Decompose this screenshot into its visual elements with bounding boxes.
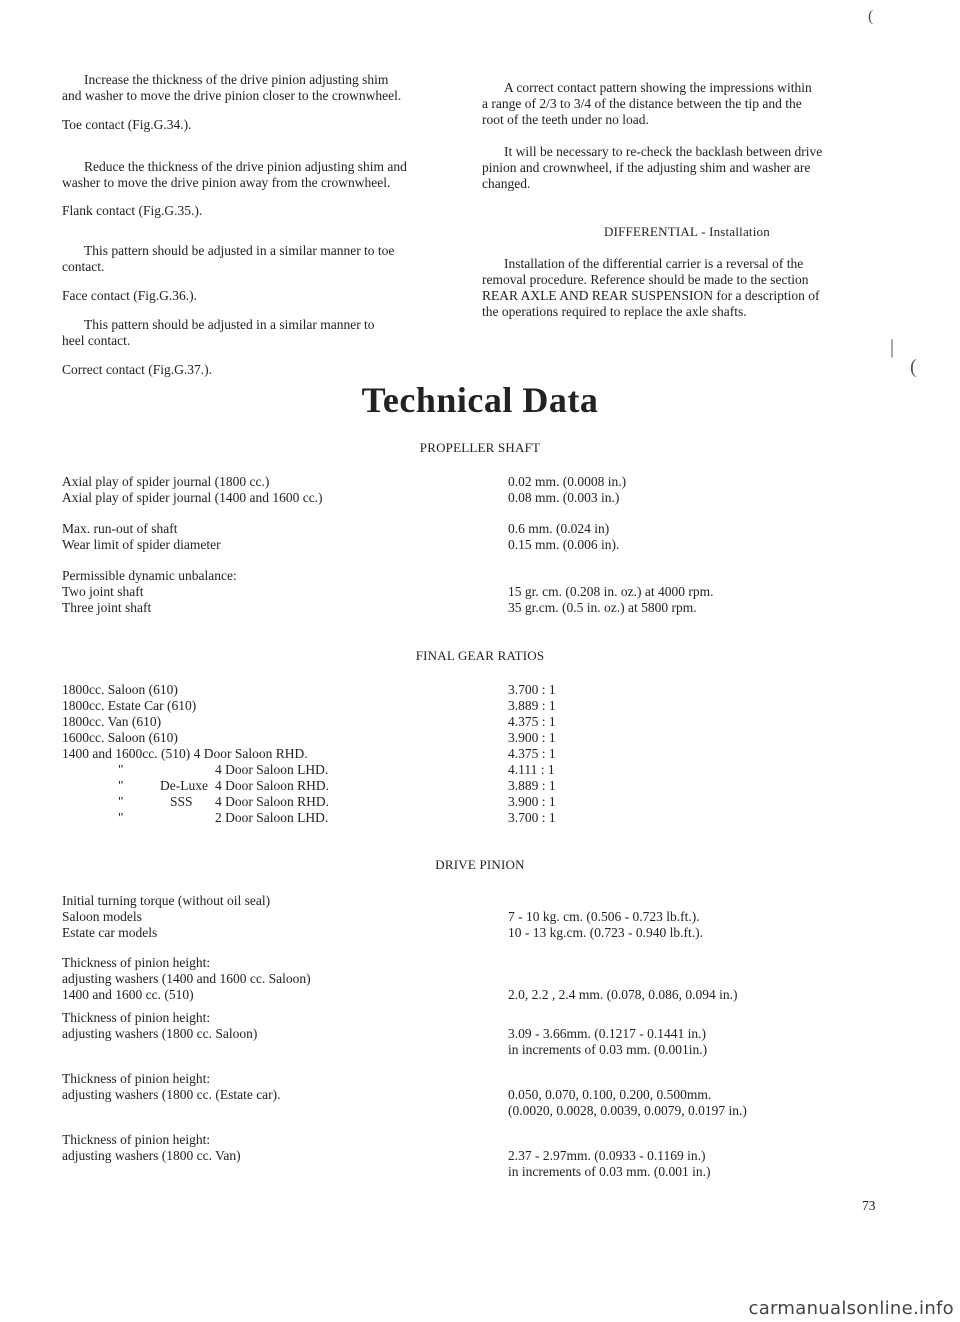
ditto-mark: ": [118, 762, 124, 777]
text-line: root of the teeth under no load.: [482, 112, 649, 127]
text-line: and washer to move the drive pinion closer to the crownwheel.: [62, 88, 402, 103]
scan-mark: (: [910, 356, 917, 378]
ratio-body: 4 Door Saloon RHD.: [215, 778, 329, 793]
section-heading-differential: DIFFERENTIAL - Installation: [604, 224, 770, 239]
text-line: washer to move the drive pinion away from the crownwheel.: [62, 175, 391, 190]
text-line: changed.: [482, 176, 531, 191]
spec-value: 10 - 13 kg.cm. (0.723 - 0.940 lb.ft.).: [508, 925, 703, 940]
ditto-mark: ": [118, 794, 124, 809]
ratio-value: 4.375 : 1: [508, 714, 556, 729]
spec-label: Estate car models: [62, 925, 158, 940]
text-line: This pattern should be adjusted in a similar manner to toe: [84, 243, 395, 258]
spec-value: 3.09 - 3.66mm. (0.1217 - 0.1441 in.): [508, 1026, 706, 1041]
spec-label: Max. run-out of shaft: [62, 521, 178, 536]
text-line: a range of 2/3 to 3/4 of the distance between the tip and the: [482, 96, 802, 111]
caption-face-contact: Face contact (Fig.G.36.).: [62, 288, 197, 303]
text-line: REAR AXLE AND REAR SUSPENSION for a description of: [482, 288, 820, 303]
caption-flank-contact: Flank contact (Fig.G.35.).: [62, 203, 203, 218]
ditto-mark: ": [118, 778, 124, 793]
spec-label: Three joint shaft: [62, 600, 152, 615]
section-heading-drive-pinion: DRIVE PINION: [435, 857, 525, 872]
ratio-value: 4.111 : 1: [508, 762, 555, 777]
caption-toe-contact: Toe contact (Fig.G.34.).: [62, 117, 192, 132]
ratio-value: 4.375 : 1: [508, 746, 556, 761]
scan-mark: (: [868, 8, 874, 25]
page-title: Technical Data: [361, 380, 599, 420]
ratio-model: 1400 and 1600cc. (510) 4 Door Saloon RHD.: [62, 746, 308, 761]
spec-value: (0.0020, 0.0028, 0.0039, 0.0079, 0.0197 in.): [508, 1103, 747, 1118]
footer: [0, 1300, 960, 1322]
ratio-trim: SSS: [170, 794, 193, 809]
ditto-mark: ": [118, 810, 124, 825]
scan-mark: |: [890, 336, 895, 358]
spec-label: adjusting washers (1400 and 1600 cc. Saloon): [62, 971, 311, 986]
spec-label: adjusting washers (1800 cc. (Estate car).: [62, 1087, 281, 1102]
spec-label: Axial play of spider journal (1400 and 1600 cc.): [62, 490, 323, 505]
ratio-model: 1600cc. Saloon (610): [62, 730, 178, 745]
spec-label: 1400 and 1600 cc. (510): [62, 987, 194, 1002]
ratio-body: 4 Door Saloon LHD.: [215, 762, 329, 777]
section-heading-final-gear-ratios: FINAL GEAR RATIOS: [415, 648, 545, 663]
spec-label: Thickness of pinion height:: [62, 1071, 211, 1086]
spec-label: adjusting washers (1800 cc. Van): [62, 1148, 241, 1163]
ratio-trim: De-Luxe: [160, 778, 208, 793]
spec-label: Two joint shaft: [62, 584, 144, 599]
text-line: It will be necessary to re-check the backlash between drive: [504, 144, 823, 159]
ratio-value: 3.900 : 1: [508, 730, 556, 745]
text-line: pinion and crownwheel, if the adjusting shim and washer are: [482, 160, 811, 175]
spec-label: Initial turning torque (without oil seal): [62, 893, 271, 908]
ratio-value: 3.889 : 1: [508, 778, 556, 793]
spec-value: 15 gr. cm. (0.208 in. oz.) at 4000 rpm.: [508, 584, 714, 599]
text-line: A correct contact pattern showing the impressions within: [504, 80, 812, 95]
text-line: Installation of the differential carrier is a reversal of the: [504, 256, 804, 271]
watermark: carmanualsonline.info: [748, 1298, 954, 1319]
spec-label: Axial play of spider journal (1800 cc.): [62, 474, 270, 489]
ratio-model: 1800cc. Estate Car (610): [62, 698, 197, 713]
spec-value: 7 - 10 kg. cm. (0.506 - 0.723 lb.ft.).: [508, 909, 700, 924]
text-line: removal procedure. Reference should be made to the section: [482, 272, 809, 287]
spec-label: Saloon models: [62, 909, 142, 924]
spec-value: 0.050, 0.070, 0.100, 0.200, 0.500mm.: [508, 1087, 712, 1102]
spec-value: in increments of 0.03 mm. (0.001in.): [508, 1042, 708, 1057]
spec-label: Permissible dynamic unbalance:: [62, 568, 237, 583]
page-number: 73: [862, 1198, 876, 1213]
spec-value: in increments of 0.03 mm. (0.001 in.): [508, 1164, 711, 1179]
spec-value: 0.08 mm. (0.003 in.): [508, 490, 620, 505]
spec-value: 2.0, 2.2 , 2.4 mm. (0.078, 0.086, 0.094 in.): [508, 987, 738, 1002]
ratio-value: 3.900 : 1: [508, 794, 556, 809]
spec-label: Wear limit of spider diameter: [62, 537, 221, 552]
ratio-body: 2 Door Saloon LHD.: [215, 810, 329, 825]
spec-value: 0.6 mm. (0.024 in): [508, 521, 610, 536]
spec-label: Thickness of pinion height:: [62, 955, 211, 970]
text-line: Reduce the thickness of the drive pinion adjusting shim and: [84, 159, 407, 174]
ratio-value: 3.700 : 1: [508, 682, 556, 697]
spec-value: 35 gr.cm. (0.5 in. oz.) at 5800 rpm.: [508, 600, 697, 615]
text-line: This pattern should be adjusted in a similar manner to: [84, 317, 375, 332]
ratio-body: 4 Door Saloon RHD.: [215, 794, 329, 809]
spec-label: Thickness of pinion height:: [62, 1010, 211, 1025]
text-line: the operations required to replace the axle shafts.: [482, 304, 747, 319]
text-line: Increase the thickness of the drive pinion adjusting shim: [84, 72, 389, 87]
spec-value: 0.02 mm. (0.0008 in.): [508, 474, 627, 489]
spec-label: Thickness of pinion height:: [62, 1132, 211, 1147]
ratio-value: 3.889 : 1: [508, 698, 556, 713]
ratio-model: 1800cc. Saloon (610): [62, 682, 178, 697]
section-heading-propeller-shaft: PROPELLER SHAFT: [419, 440, 541, 455]
caption-correct-contact: Correct contact (Fig.G.37.).: [62, 362, 212, 377]
spec-label: adjusting washers (1800 cc. Saloon): [62, 1026, 258, 1041]
spec-value: 0.15 mm. (0.006 in).: [508, 537, 620, 552]
ratio-model: 1800cc. Van (610): [62, 714, 162, 729]
text-line: heel contact.: [62, 333, 131, 348]
ratio-value: 3.700 : 1: [508, 810, 556, 825]
text-line: contact.: [62, 259, 105, 274]
spec-value: 2.37 - 2.97mm. (0.0933 - 0.1169 in.): [508, 1148, 706, 1163]
